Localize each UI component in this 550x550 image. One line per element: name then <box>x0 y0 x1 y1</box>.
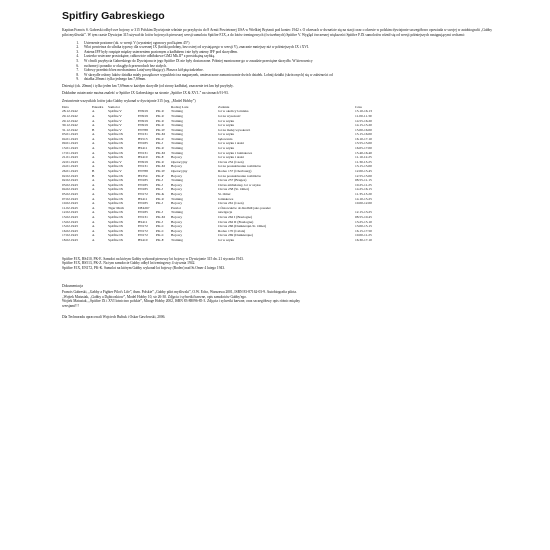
table-cell: Circus 258 (St. Omer) <box>218 187 250 192</box>
footer <box>62 315 492 320</box>
table-cell: A <box>92 150 95 155</box>
table-cell: Bojowy <box>171 182 183 187</box>
column-header: Eskadra <box>92 104 104 109</box>
table-cell: Circus 262 II (Boulogne) <box>218 219 254 224</box>
aircraft-notes <box>62 257 492 271</box>
table-cell: 11.02.1943 <box>62 205 78 210</box>
table-cell: Training <box>171 210 183 215</box>
table-cell: 21.01.1943 <box>62 155 78 160</box>
table-cell: Circus 252 (Caen) <box>218 159 244 164</box>
table-cell: PK-E <box>156 237 164 242</box>
table-cell: 16.10-17.10 <box>355 136 372 141</box>
table-cell: PK-J <box>156 178 164 183</box>
table-cell: z Östowsków do Redhill jako pasażer <box>218 205 271 210</box>
table-cell: 09.01.1943 <box>62 141 78 146</box>
table-cell: PK-U <box>156 159 165 164</box>
table-cell: Bojowy <box>171 192 183 196</box>
table-cell: Training <box>171 237 183 242</box>
table-cell: PK-U <box>156 146 165 151</box>
table-cell: BS354 <box>138 173 148 178</box>
table-cell: EN185 <box>138 178 148 183</box>
table-cell: Rodeo 170 (Calais) <box>218 228 246 233</box>
table-cell: Spitfire IX <box>108 237 124 242</box>
table-cell: 13.25-15.10 <box>355 219 372 224</box>
table-cell: Bojowy <box>171 233 183 238</box>
column-header: Rodzaj Lotu <box>171 104 189 109</box>
table-cell: Spitfire IX <box>108 146 124 151</box>
table-cell: 13.01.1943 <box>62 146 78 151</box>
table-cell: 08.55-11.15 <box>355 178 372 183</box>
table-cell: Spitfire IX <box>108 210 124 215</box>
table-cell: Spitfire IX <box>108 150 124 155</box>
table-cell: Spitfire IX <box>108 132 124 137</box>
table-cell: Training <box>171 136 183 141</box>
table-cell: lot w szyku <box>218 123 235 128</box>
table-cell: 16.15-17.50 <box>355 228 372 233</box>
table-cell: BS411 <box>138 219 148 224</box>
table-cell: 12.02.1943 <box>62 210 78 215</box>
table-cell: Bojowy <box>171 164 183 169</box>
footer-credit: Dla Technoradu opracowali Wojciech Bułtuk i Oskar Gawłowski, 2006. <box>62 315 166 320</box>
feature-item: 5. W chwili przybycia Gabreskiego do Dywizjonu te jego Spitfire IX nie były dostarczone. Później montowane go w zasadzie przeciętne skrzydło. W kierownicy <box>80 59 492 64</box>
column-header: Zadanie <box>218 104 230 109</box>
table-cell: Operacyjny <box>171 169 188 174</box>
table-cell: BS411 <box>138 196 148 201</box>
feature-item: 2. Wlot powietrza do silnika typowy dla wczesnej IX (krótki podobny, bez ostrej od wystającego w wersji V), znacznie mniejszy niż w późniejszych IX i XVI. <box>80 45 492 50</box>
table-cell: Spitfire IX <box>108 233 124 238</box>
table-cell: A <box>92 155 95 160</box>
table-cell: A <box>92 132 95 137</box>
documentation-item: Francis Gabreski, „Gabby a Fighter Pilot's Life”, tłum. Polskie” „Gabby pilot myśliwski”, O.W. Echo, Warszawa 2001, ISBN 83-87162-03-9. Autobiografia pilota. <box>62 289 297 294</box>
table-cell: 14.10-15.25 <box>355 196 372 201</box>
table-cell: A <box>92 136 95 141</box>
table-cell: lot w szyku <box>218 132 235 137</box>
table-cell: PK-Z <box>156 136 164 141</box>
table-cell: EN919 <box>138 109 148 114</box>
table-cell: BS411 <box>138 146 148 151</box>
feature-item: 4. Lusterko wsteczne prostokątne, całkowicie odbiłakowe GM2 Mk.II* z prostokątną szybką. <box>80 54 492 59</box>
table-cell: EN131 <box>138 132 148 137</box>
table-cell: Bojowy <box>171 214 183 219</box>
documentation-item: Wojtek Matusiak, „Spitfire IX i XVI lotnictwo polskie”, Mirage Hobby 2002, ISBN 83-88096-85-3. Zdjęcia i sylwetki barwne, oraz szczegółowy opis różnic między <box>62 299 301 304</box>
table-cell: A <box>92 214 95 219</box>
table-cell: Bojowy <box>171 201 183 206</box>
table-cell: A <box>92 178 95 183</box>
table-cell: Spitfire V <box>108 123 122 128</box>
table-cell: Spitfire IX <box>108 136 124 141</box>
table-cell: 13.02.1943 <box>62 214 78 219</box>
table-cell: 11.35-13.20 <box>355 192 372 196</box>
table-cell: Training <box>171 141 183 146</box>
table-cell: 26.01.1943 <box>62 169 78 174</box>
table-cell: Spitfire IX <box>108 164 124 169</box>
table-cell: Spitfire V <box>108 159 122 164</box>
table-cell: 18.02.1943 <box>62 237 78 242</box>
intro-text <box>62 28 492 38</box>
table-cell: A <box>92 123 95 128</box>
table-cell: A <box>92 164 95 169</box>
table-cell: lot w szyku i lotniskowe <box>218 150 253 155</box>
flights-table-body <box>62 109 397 242</box>
table-cell: Circus 257 (Bruges) <box>218 178 247 183</box>
table-cell: 07.02.1943 <box>62 196 78 201</box>
table-cell: EN172 <box>138 228 148 233</box>
after-list-text <box>62 84 492 95</box>
table-cell: PK-M <box>156 214 165 219</box>
table-cell: A <box>92 237 95 242</box>
table-cell: A <box>92 205 95 210</box>
table-cell: 11.30-13.25 <box>355 159 372 164</box>
table-caption: Zestawienie wszystkich lotów jako Gabby wykonał w dywizjonie 315 (wg. „Model Hobby”) <box>62 99 196 104</box>
table-cell: EN788 <box>138 169 148 174</box>
table-cell: PK-U <box>156 113 165 118</box>
aircraft-note: Spitfire F.IX, EN172, PK-K. Samolot na którym Gabby wykonał lot bojowy (Rodeo) nad St.Omer 4 lutego 1943. <box>62 265 226 270</box>
table-cell: PK-J <box>156 219 164 224</box>
table-cell: EN919 <box>138 123 148 128</box>
table-cell: Spitfire IX <box>108 192 124 196</box>
table-cell: A <box>92 141 95 146</box>
table-cell: PK-J <box>156 201 164 206</box>
table-cell: 14.25-16.15 <box>355 187 372 192</box>
table-cell: 05.02.1943 <box>62 192 78 196</box>
table-cell: Bojowy <box>171 228 183 233</box>
table-cell: 04.01.1943 <box>62 136 78 141</box>
table-cell: Bojowy <box>171 187 183 192</box>
table-cell: Training <box>171 123 183 128</box>
table-cell: EN172 <box>138 224 148 229</box>
feature-item: 8. W skrzydle osłony luków działka miały początkowe wypukłości na magazynek, umieszczone zamontowanie dwóch działek. Lobnij działki (skróconych) się w zależności od <box>80 73 492 78</box>
table-cell: Spitfire IX <box>108 141 124 146</box>
after-list-line: Dziesięć (ok. 20mm) i tylko jeden km 7,69mm w każdym skrzydle (od strony kadłuba), znaczenie też km był przybyły. <box>62 83 234 88</box>
documentation-heading: Dokumentacja <box>62 284 83 289</box>
table-cell: Przelot <box>171 205 181 210</box>
table-cell: Spitfire IX <box>108 201 124 206</box>
table-cell: 12.15-13.25 <box>355 210 372 215</box>
table-cell: Spitfire V <box>108 113 122 118</box>
table-cell: 12.00-15.45 <box>355 169 372 174</box>
table-cell: 15.15-16.00 <box>355 132 372 137</box>
table-cell: DE426? <box>138 205 150 210</box>
table-cell: lot na poszukiwanie rozbitków <box>218 164 262 169</box>
table-cell: 16.05-17.00 <box>355 146 372 151</box>
table-cell: EN172 <box>138 192 148 196</box>
table-cell: PK-J <box>156 141 164 146</box>
table-cell: 15.40-16.40 <box>355 150 372 155</box>
table-cell: lądowania <box>218 136 233 141</box>
table-cell: A <box>92 113 95 118</box>
aircraft-note: Spitfire F.IX, BS513, PK-Z. Na tym samolocie Gabby odbył lot treningowy 4 stycznia 1942. <box>62 261 196 266</box>
table-cell: Spitfire IX <box>108 214 124 219</box>
table-cell: 29.12.1942 <box>62 113 78 118</box>
table-cell: PK-J <box>156 187 164 192</box>
page-title: Spitfiry Gabreskiego <box>62 10 165 22</box>
intro-paragraph <box>62 28 492 38</box>
table-cell: EN788 <box>138 127 148 132</box>
column-header: Czas <box>355 104 362 109</box>
table-cell: 14.55-16.20 <box>355 118 372 123</box>
table-cell: BS410 <box>138 237 148 242</box>
table-cell: Training <box>171 127 183 132</box>
table-cell: Spitfire IX <box>108 173 124 178</box>
table-cell: A <box>92 146 95 151</box>
table-cell: 29.12.1942 <box>62 118 78 123</box>
table-cell: EN185 <box>138 182 148 187</box>
table-cell: PK-W <box>156 127 165 132</box>
table-cell: 13.02.1943 <box>62 219 78 224</box>
table-cell: A <box>92 196 95 201</box>
table-cell: PK-M <box>156 164 165 169</box>
table-cell: B <box>92 127 95 132</box>
table-cell: 15.00-16.00 <box>355 127 372 132</box>
table-cell: lotniskowe <box>218 196 234 201</box>
table-cell: 13.15-15.00 <box>355 164 372 169</box>
table-cell: PK-J <box>156 210 164 215</box>
table-cell: Rodeo 157 (Cherbourg) <box>218 169 252 174</box>
table-cell: Circus 266 (Dunkierqui-St. Omer) <box>218 224 267 229</box>
table-cell: B <box>92 173 95 178</box>
table-cell: 08.55-10.45 <box>355 214 372 219</box>
table-cell: EN185 <box>138 201 148 206</box>
table-cell: A <box>92 201 95 206</box>
table-cell: A <box>92 192 95 196</box>
table-cell: Spitfire V <box>108 109 122 114</box>
table-cell: Spitfire IX <box>108 178 124 183</box>
table-row <box>62 238 397 243</box>
table-cell: PK-U <box>156 109 165 114</box>
table-cell: 15.10-16.13 <box>355 109 372 114</box>
table-cell: lot w szyku <box>218 118 235 123</box>
table-cell: A <box>92 182 95 187</box>
table-cell: A <box>92 210 95 215</box>
table-cell: Bojowy <box>171 219 183 224</box>
table-cell: 10.00-11.25 <box>355 233 372 238</box>
table-cell: St. Omer <box>218 192 231 196</box>
documentation-item: wersjami!!! <box>62 303 79 308</box>
table-cell: Bojowy <box>171 224 183 229</box>
table-cell: 28.12.1942 <box>62 109 78 114</box>
table-cell: PK-C <box>156 228 164 233</box>
table-cell: lot w szyku i ataki <box>218 155 244 160</box>
table-cell: Spitfire IX <box>108 219 124 224</box>
table-cell: EN131 <box>138 150 148 155</box>
table-cell: 22.01.1943 <box>62 159 78 164</box>
table-cell: Training <box>171 150 183 155</box>
table-cell: 13.00-15.15 <box>355 224 372 229</box>
table-cell: EN919 <box>138 113 148 118</box>
intro-line: W tym czasie Dywizjon 315 używał do lotów bojowych pierwszej wersji samolotu Spitfire F.IX, a do lotów treningowych (ćwiczebnych) Spitfire V. Wygląd ówczesnej <box>87 32 329 37</box>
documentation-list <box>62 290 492 308</box>
table-cell: BS513 <box>138 136 148 141</box>
table-cell: A <box>92 118 95 123</box>
table-cell: Spitfire V <box>108 118 122 123</box>
table-cell: Training <box>171 109 183 114</box>
table-cell: PK-U <box>156 118 165 123</box>
table-cell: EN172 <box>138 233 148 238</box>
table-cell: 10.02.1943 <box>62 201 78 206</box>
table-cell: lot na małej wysokości <box>218 127 251 132</box>
table-cell: 15.02.1943 <box>62 224 78 229</box>
table-cell: 16.30-17.10 <box>355 237 372 242</box>
table-cell: Spitfire IX <box>108 224 124 229</box>
table-cell: lot w szyku <box>218 146 235 151</box>
table-cell: EN185 <box>138 210 148 215</box>
table-cell: PK-K <box>156 192 165 196</box>
documentation-section <box>62 284 492 308</box>
table-cell: 31.12.1942 <box>62 127 78 132</box>
table-cell: EN131 <box>138 214 148 219</box>
table-cell: Spitfire IX <box>108 187 124 192</box>
after-list-line: Dokładne ostatecznie można znaleźć w Spitfire IX Gabreskiego na stronie „Spitfire IX & XVI..” na stronach 91-93. <box>62 90 229 95</box>
table-cell: 03.01.1943 <box>62 132 78 137</box>
flights-table <box>62 105 397 243</box>
table-cell: 10.00-12.00 <box>355 201 372 206</box>
table-cell: Spitfire IX <box>108 196 124 201</box>
table-cell: lot na poszukiwanie rozbitków <box>218 173 262 178</box>
feature-item: 9. działka 20mm i tylko jednego km 7,69mm. <box>80 77 492 82</box>
table-cell: 16.02.1943 <box>62 228 78 233</box>
feature-list <box>62 41 492 82</box>
table-cell: Spitfire IX <box>108 155 124 160</box>
table-cell: Training <box>171 196 183 201</box>
table-cell: PK-C <box>156 224 164 229</box>
table-cell: Training <box>171 178 183 183</box>
table-cell: 17.01.1943 <box>62 150 78 155</box>
table-cell: 24.01.1943 <box>62 164 78 169</box>
table-cell: A <box>92 109 95 114</box>
table-cell: lot w okolicy lotniska <box>218 109 249 114</box>
table-cell: 02.02.1943 <box>62 178 78 183</box>
table-cell: EN185 <box>138 141 148 146</box>
column-header: Data <box>62 104 69 109</box>
table-cell: Spitfire V <box>108 127 122 132</box>
table-cell: EN185 <box>138 187 148 192</box>
table-cell: A <box>92 233 95 238</box>
table-cell: 04.02.1943 <box>62 187 78 192</box>
table-cell: PK-W <box>156 169 165 174</box>
table-cell: PK-M <box>156 132 165 137</box>
intro-line: Kapitan Francis S. Gabreski odbył swe bojowy w 315 Polskim Dywizjonie właśnie po przybyciu do 8 Armii Powietrznej USA w Wielkiej Brytanii pod koniec 1942 r. O <box>62 28 306 32</box>
table-cell: 17.02.1943 <box>62 233 78 238</box>
table-cell: Training <box>171 132 183 137</box>
table-cell: PK-E <box>156 155 164 160</box>
document-page <box>62 10 492 320</box>
intro-line: większości Spitfire F.IX samolotów różnił się od wersji późniejszych następującymi cechami: <box>329 32 465 37</box>
table-cell: Circus 269 (Dunkierque) <box>218 233 253 238</box>
feature-item: 7. Gołowy przednich bez mechanizmu Lotz(weryfikujący). Płaszcz kół pięciodzielne. <box>80 68 492 73</box>
table-cell: A <box>92 224 95 229</box>
table-cell: Operacyjny <box>171 159 188 164</box>
documentation-item: „Wojtek Matusiak, „Gabby a Dębicoskiow”, Model Hobby 10, str 26-30. Zdjęcia i sylwetki barwne, opis samolotów Gabby'ego. <box>62 294 247 299</box>
table-cell: 11.00-11.30 <box>355 113 372 118</box>
aircraft-note: Spitfire F.IX, BS410, PK-E. Samolot na którym Gabby wykonał pierwszy lot bojowy w Dywizjonie 315 dn. 21 stycznia 1943. <box>62 256 244 261</box>
table-cell: nawigacja <box>218 210 233 215</box>
table-cell: B <box>92 169 95 174</box>
table-cell: 10.25-11.25 <box>355 182 372 187</box>
table-cell: PK-M <box>156 150 165 155</box>
table-cell: Circus 261 (Caen) <box>218 201 244 206</box>
table-cell: Training <box>171 146 183 151</box>
table-cell: 30.12.1942 <box>62 123 78 128</box>
table-cell: lot w szyku i ataki <box>218 141 244 146</box>
table-cell: Spitfire IX <box>108 228 124 233</box>
feature-item: 3. Antena IFF były rozpięte między usterzeniem poziomym a kadłubem i nie były anteny IFF pod skrzydłem. <box>80 50 492 55</box>
table-cell: 13.55-15.00 <box>355 141 372 146</box>
table-cell: PK-U <box>156 123 165 128</box>
table-cell: 11.10-12.25 <box>355 155 372 160</box>
table-cell: A <box>92 187 95 192</box>
feature-item: 1. Usterzenie poziome (ok. w wersji V (wyrażniej ogonowy pod kątem 45°) <box>80 41 492 46</box>
table-cell: Training <box>171 118 183 123</box>
table-cell: EN919 <box>138 118 148 123</box>
table-cell: 03.02.1943 <box>62 182 78 187</box>
table-cell: 14.15-15.20 <box>355 123 372 128</box>
table-cell: EN919 <box>138 159 148 164</box>
table-cell: 02.02.1943 <box>62 173 78 178</box>
table-cell: Circus 262 I (Boulogne) <box>218 214 253 219</box>
table-cell: PK-J <box>156 182 164 187</box>
column-header: Samolot <box>108 104 120 109</box>
table-cell: Cirrus ambulansy, lot w szyku <box>218 182 261 187</box>
table-cell: Spitfire IX <box>108 182 124 187</box>
feature-item: 6. ruchomej i ponadto w okrągłych przewodach bez stałych. <box>80 64 492 69</box>
table-cell: Tiger Moth <box>108 205 124 210</box>
table-cell: lot w szyku <box>218 237 235 242</box>
table-cell: A <box>92 219 95 224</box>
table-cell: Training <box>171 113 183 118</box>
table-cell: BS410 <box>138 155 148 160</box>
table-cell: 12.55-15.00 <box>355 173 372 178</box>
table-cell: A <box>92 159 95 164</box>
table-cell: EN131 <box>138 164 148 169</box>
table-cell: A <box>92 228 95 233</box>
table-cell: PK-P <box>156 173 164 178</box>
table-cell: Bojowy <box>171 173 183 178</box>
table-cell: PK-C <box>156 233 164 238</box>
table-cell: PK-U <box>156 196 165 201</box>
intro-line: okresach w dwnaście się na stacji oraz o okresie w polskim dywizjonie szczegółowo opowiada w swojej w autobiografii „Gabby pilot myśliwski”. <box>62 28 492 37</box>
table-cell: Bojowy <box>171 155 183 160</box>
table-cell: lot na wysokość <box>218 113 241 118</box>
table-cell: Spitfire V <box>108 169 122 174</box>
